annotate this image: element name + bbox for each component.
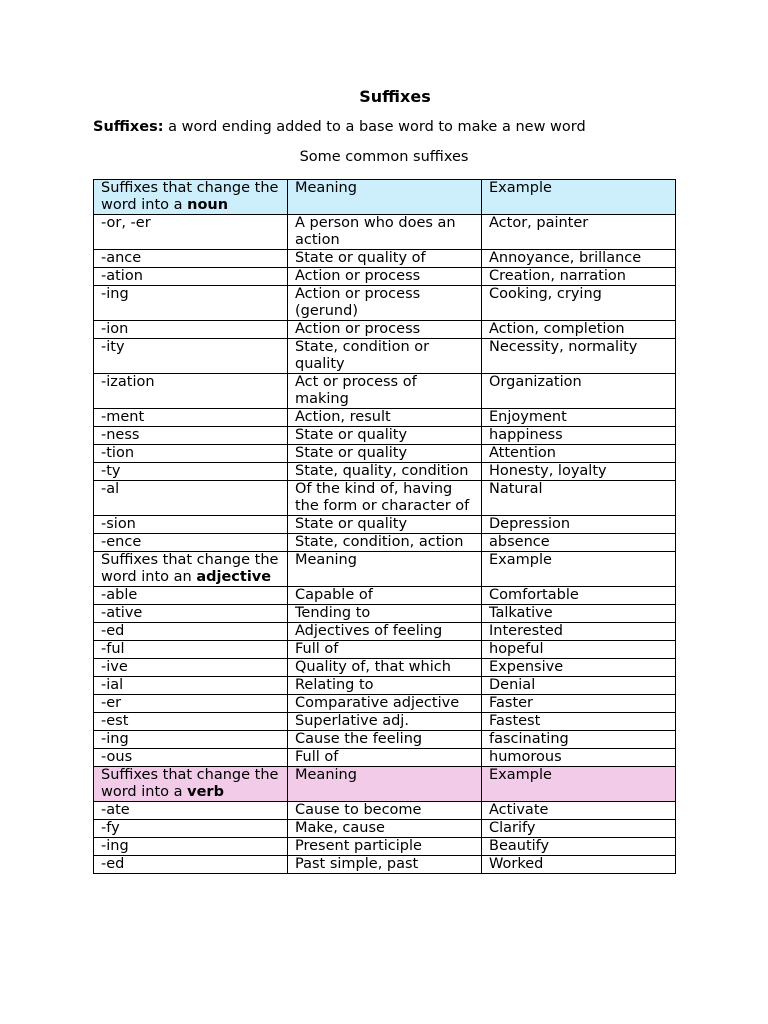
- header-suffix-cell: [94, 552, 288, 587]
- suffix-cell: -able: [94, 587, 288, 605]
- table-row: [94, 321, 676, 339]
- header-word-class: noun: [187, 197, 229, 213]
- meaning-cell: Present participle: [288, 838, 482, 856]
- table-row: [94, 677, 676, 695]
- definition-term: Suffixes:: [93, 119, 164, 135]
- suffix-cell: -ing: [94, 286, 288, 321]
- suffix-cell: -ion: [94, 321, 288, 339]
- example-cell: Activate: [482, 802, 676, 820]
- section-header-verb: [94, 767, 676, 802]
- example-cell: hopeful: [482, 641, 676, 659]
- meaning-cell: Cause the feeling: [288, 731, 482, 749]
- example-cell: Fastest: [482, 713, 676, 731]
- meaning-cell: Tending to: [288, 605, 482, 623]
- table-row: [94, 481, 676, 516]
- suffix-cell: -ance: [94, 250, 288, 268]
- suffix-cell: -tion: [94, 445, 288, 463]
- meaning-cell: State or quality: [288, 516, 482, 534]
- meaning-cell: Act or process of making: [288, 374, 482, 409]
- meaning-cell: State or quality: [288, 445, 482, 463]
- table-row: [94, 215, 676, 250]
- suffix-cell: -ed: [94, 623, 288, 641]
- meaning-cell: Capable of: [288, 587, 482, 605]
- meaning-cell: Make, cause: [288, 820, 482, 838]
- table-row: [94, 856, 676, 874]
- meaning-cell: Action or process (gerund): [288, 286, 482, 321]
- table-row: [94, 713, 676, 731]
- header-word-class: adjective: [196, 569, 272, 585]
- table-row: [94, 286, 676, 321]
- suffix-cell: -ial: [94, 677, 288, 695]
- table-row: [94, 463, 676, 481]
- meaning-cell: State or quality of: [288, 250, 482, 268]
- meaning-cell: State, quality, condition: [288, 463, 482, 481]
- example-cell: Worked: [482, 856, 676, 874]
- suffix-cell: -ment: [94, 409, 288, 427]
- suffix-definition: [93, 119, 586, 135]
- example-cell: Creation, narration: [482, 268, 676, 286]
- example-cell: Annoyance, brillance: [482, 250, 676, 268]
- table-row: [94, 838, 676, 856]
- meaning-cell: Cause to become: [288, 802, 482, 820]
- header-example-cell: Example: [482, 180, 676, 215]
- table-row: [94, 605, 676, 623]
- table-row: [94, 374, 676, 409]
- suffix-cell: -ization: [94, 374, 288, 409]
- suffix-cell: -ing: [94, 731, 288, 749]
- table-caption: Some common suffixes: [299, 149, 469, 165]
- example-cell: happiness: [482, 427, 676, 445]
- header-suffix-text: Suffixes that change the word into a: [101, 767, 279, 800]
- meaning-cell: Of the kind of, having the form or character of: [288, 481, 482, 516]
- header-suffix-text: Suffixes that change the word into an: [101, 552, 279, 585]
- suffix-cell: -est: [94, 713, 288, 731]
- header-meaning-cell: Meaning: [288, 180, 482, 215]
- meaning-cell: Full of: [288, 641, 482, 659]
- example-cell: Faster: [482, 695, 676, 713]
- meaning-cell: State or quality: [288, 427, 482, 445]
- suffix-table: [93, 179, 676, 874]
- table-row: [94, 516, 676, 534]
- header-suffix-text: Suffixes that change the word into a: [101, 180, 279, 213]
- meaning-cell: Full of: [288, 749, 482, 767]
- table-row: [94, 659, 676, 677]
- table-row: [94, 749, 676, 767]
- header-suffix-cell: [94, 767, 288, 802]
- example-cell: fascinating: [482, 731, 676, 749]
- table-row: [94, 445, 676, 463]
- suffix-cell: -ation: [94, 268, 288, 286]
- example-cell: Cooking, crying: [482, 286, 676, 321]
- example-cell: Interested: [482, 623, 676, 641]
- table-row: [94, 695, 676, 713]
- definition-text: a word ending added to a base word to make a new word: [163, 119, 586, 135]
- table-row: [94, 820, 676, 838]
- suffix-cell: -al: [94, 481, 288, 516]
- suffix-cell: -ate: [94, 802, 288, 820]
- suffix-table-body: [94, 180, 676, 874]
- suffix-cell: -ing: [94, 838, 288, 856]
- example-cell: Comfortable: [482, 587, 676, 605]
- section-header-adjective: [94, 552, 676, 587]
- table-row: [94, 623, 676, 641]
- suffix-cell: -ity: [94, 339, 288, 374]
- meaning-cell: Quality of, that which: [288, 659, 482, 677]
- suffix-cell: -ness: [94, 427, 288, 445]
- meaning-cell: Adjectives of feeling: [288, 623, 482, 641]
- table-row: [94, 587, 676, 605]
- meaning-cell: Past simple, past: [288, 856, 482, 874]
- example-cell: Necessity, normality: [482, 339, 676, 374]
- example-cell: Honesty, loyalty: [482, 463, 676, 481]
- suffix-cell: -ful: [94, 641, 288, 659]
- suffix-cell: -ous: [94, 749, 288, 767]
- meaning-cell: Action, result: [288, 409, 482, 427]
- example-cell: Action, completion: [482, 321, 676, 339]
- table-row: [94, 268, 676, 286]
- table-row: [94, 534, 676, 552]
- example-cell: absence: [482, 534, 676, 552]
- suffix-cell: -or, -er: [94, 215, 288, 250]
- meaning-cell: Action or process: [288, 321, 482, 339]
- suffix-cell: -ty: [94, 463, 288, 481]
- table-row: [94, 250, 676, 268]
- meaning-cell: Action or process: [288, 268, 482, 286]
- example-cell: Natural: [482, 481, 676, 516]
- example-cell: Clarify: [482, 820, 676, 838]
- meaning-cell: Relating to: [288, 677, 482, 695]
- meaning-cell: Superlative adj.: [288, 713, 482, 731]
- table-row: [94, 802, 676, 820]
- header-example-cell: Example: [482, 552, 676, 587]
- example-cell: Actor, painter: [482, 215, 676, 250]
- example-cell: Enjoyment: [482, 409, 676, 427]
- header-meaning-cell: Meaning: [288, 552, 482, 587]
- meaning-cell: State, condition or quality: [288, 339, 482, 374]
- example-cell: Denial: [482, 677, 676, 695]
- example-cell: Expensive: [482, 659, 676, 677]
- table-row: [94, 641, 676, 659]
- suffix-cell: -er: [94, 695, 288, 713]
- header-word-class: verb: [187, 784, 224, 800]
- example-cell: Depression: [482, 516, 676, 534]
- suffix-cell: -ed: [94, 856, 288, 874]
- suffix-cell: -fy: [94, 820, 288, 838]
- suffix-cell: -ative: [94, 605, 288, 623]
- example-cell: Beautify: [482, 838, 676, 856]
- example-cell: Organization: [482, 374, 676, 409]
- meaning-cell: State, condition, action: [288, 534, 482, 552]
- table-row: [94, 427, 676, 445]
- example-cell: humorous: [482, 749, 676, 767]
- suffix-cell: -sion: [94, 516, 288, 534]
- header-example-cell: Example: [482, 767, 676, 802]
- meaning-cell: A person who does an action: [288, 215, 482, 250]
- page-title: Suffixes: [359, 87, 431, 106]
- suffix-cell: -ive: [94, 659, 288, 677]
- meaning-cell: Comparative adjective: [288, 695, 482, 713]
- header-suffix-cell: [94, 180, 288, 215]
- example-cell: Attention: [482, 445, 676, 463]
- section-header-noun: [94, 180, 676, 215]
- table-row: [94, 409, 676, 427]
- table-row: [94, 731, 676, 749]
- example-cell: Talkative: [482, 605, 676, 623]
- suffix-cell: -ence: [94, 534, 288, 552]
- table-row: [94, 339, 676, 374]
- header-meaning-cell: Meaning: [288, 767, 482, 802]
